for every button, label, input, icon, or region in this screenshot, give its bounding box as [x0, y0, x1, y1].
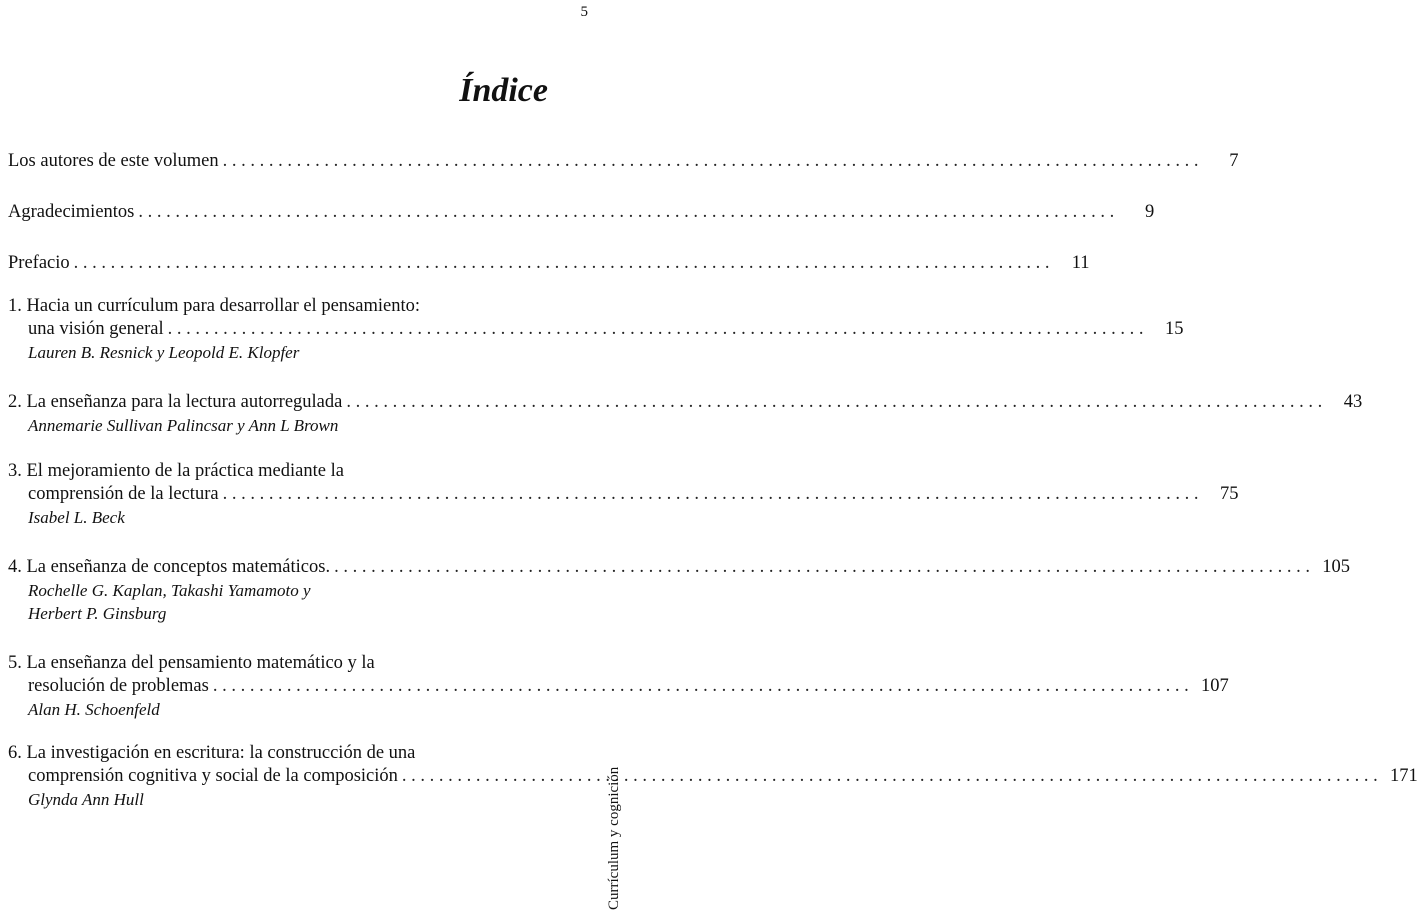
toc-entry-authors-volume[interactable] — [8, 150, 1239, 173]
dot-leader — [334, 556, 1310, 579]
toc-entry-authors: Rochelle G. Kaplan, Takashi Yamamoto y — [28, 581, 311, 600]
page-title: Índice — [459, 72, 548, 109]
toc-entry-chapter-6[interactable] — [8, 742, 1418, 811]
dot-leader — [74, 252, 1050, 275]
toc-entry-chapter-5[interactable] — [8, 652, 1229, 721]
toc-entry-title: Los autores de este volumen — [8, 151, 219, 171]
toc-entry-title: 6. La investigación en escritura: la construcción de una — [8, 743, 416, 763]
toc-entry-page: 7 — [1229, 151, 1239, 171]
toc-entry-title: 3. El mejoramiento de la práctica mediante la — [8, 461, 344, 481]
toc-entry-authors: Alan H. Schoenfeld — [28, 700, 160, 719]
toc-entry-title: 1. Hacia un currículum para desarrollar el pensamiento: — [8, 296, 420, 316]
toc-entry-page: 43 — [1343, 392, 1363, 412]
toc-entry-authors: Herbert P. Ginsburg — [28, 604, 167, 623]
dot-leader — [223, 483, 1199, 506]
dot-leader — [168, 318, 1144, 341]
toc-entry-title-cont: comprensión de la lectura — [28, 484, 219, 504]
toc-entry-page: 105 — [1322, 557, 1350, 577]
toc-entry-page: 9 — [1145, 202, 1155, 222]
toc-entry-title-cont: comprensión cognitiva y social de la composición — [28, 766, 398, 786]
dot-leader — [402, 765, 1378, 788]
toc-entry-page: 75 — [1219, 484, 1239, 504]
toc-entry-page: 11 — [1071, 253, 1090, 273]
toc-entry-title: 4. La enseñanza de conceptos matemáticos. — [8, 557, 331, 577]
toc-entry-title-cont: una visión general — [28, 319, 164, 339]
dot-leader — [138, 201, 1114, 224]
toc-entry-preface[interactable] — [8, 252, 1090, 275]
toc-entry-page: 15 — [1165, 319, 1184, 339]
dot-leader — [346, 391, 1322, 414]
toc-entry-authors: Glynda Ann Hull — [28, 790, 144, 809]
toc-entry-authors: Annemarie Sullivan Palincsar y Ann L Brown — [28, 416, 339, 435]
dot-leader — [223, 150, 1199, 173]
toc-entry-authors: Isabel L. Beck — [28, 508, 125, 527]
side-running-title: Currículum y cognición — [606, 766, 622, 910]
toc-entry-authors: Lauren B. Resnick y Leopold E. Klopfer — [28, 343, 300, 362]
toc-entry-page: 107 — [1200, 676, 1229, 696]
toc-entry-page: 171 — [1390, 766, 1418, 786]
toc-entry-chapter-3[interactable] — [8, 460, 1239, 529]
toc-entry-acknowledgements[interactable] — [8, 201, 1155, 224]
toc-entry-chapter-1[interactable] — [8, 295, 1184, 364]
toc-entry-title: Prefacio — [8, 253, 70, 273]
page-number: 5 — [580, 4, 588, 20]
dot-leader — [213, 675, 1189, 698]
toc-entry-chapter-2[interactable] — [8, 391, 1363, 437]
toc-entry-title: Agradecimientos — [8, 202, 135, 222]
toc-entry-title: 2. La enseñanza para la lectura autorregulada — [8, 392, 343, 412]
toc-entry-title: 5. La enseñanza del pensamiento matemático y la — [8, 653, 375, 673]
toc-entry-chapter-4[interactable] — [8, 556, 1350, 625]
toc-entry-title-cont: resolución de problemas — [28, 676, 209, 696]
